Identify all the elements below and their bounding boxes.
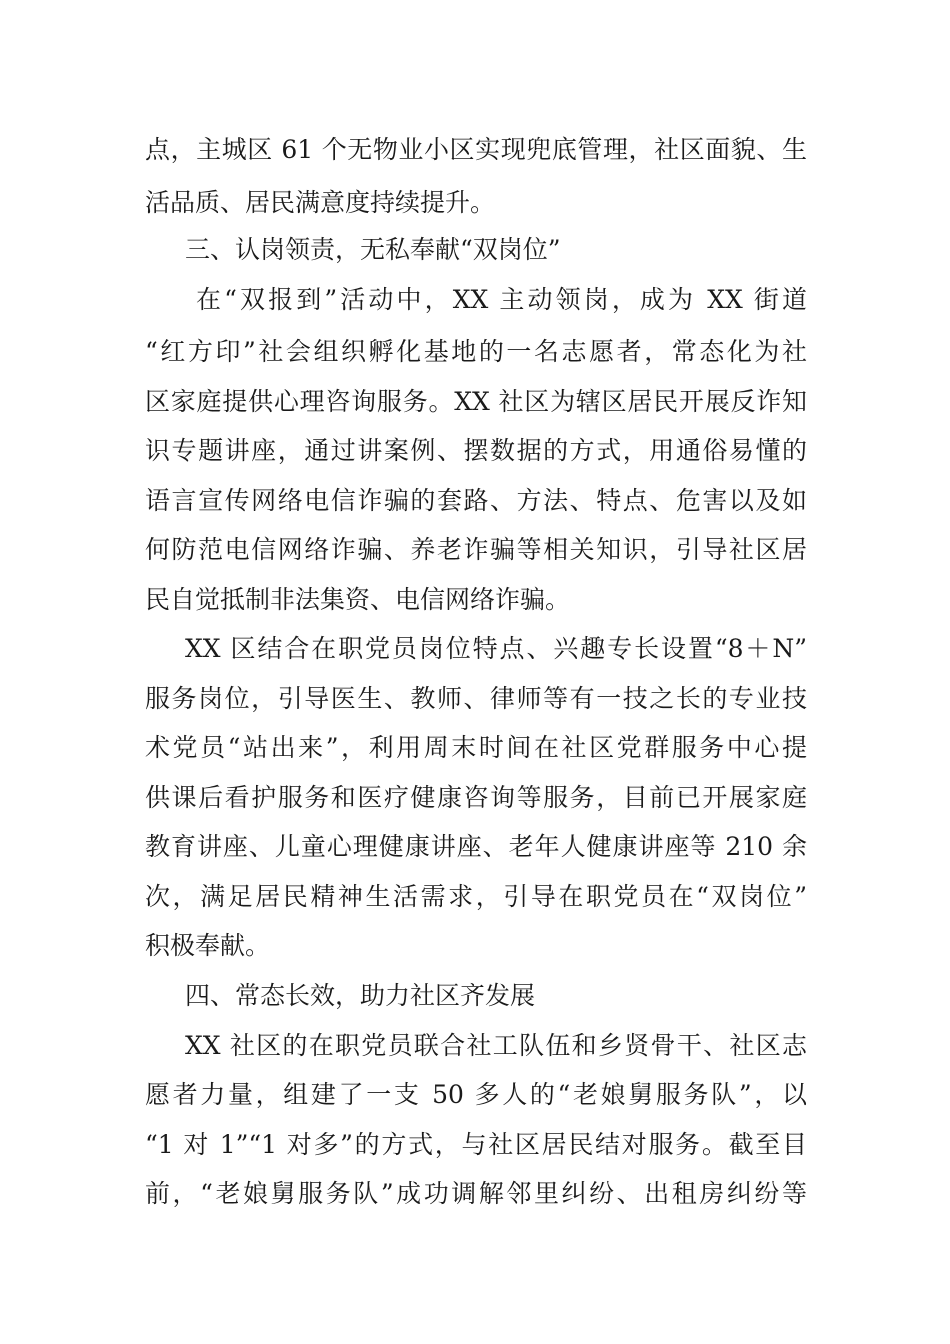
text-line: 教育讲座、儿童心理健康讲座、老年人健康讲座等 210 余 (145, 832, 807, 861)
text-line: 术党员“站出来”，利用周末时间在社区党群服务中心提 (145, 733, 807, 762)
text-line: 前，“老娘舅服务队”成功调解邻里纠纷、出租房纠纷等 (145, 1179, 807, 1208)
text-line: 在“双报到”活动中，XX 主动领岗，成为 XX 街道 (196, 285, 807, 314)
text-line: “红方印”社会组织孵化基地的一名志愿者，常态化为社 (145, 337, 807, 366)
text-line: 何防范电信网络诈骗、养老诈骗等相关知识，引导社区居 (145, 535, 807, 564)
text-line: 积极奉献。 (145, 931, 271, 960)
text-line: 服务岗位，引导医生、教师、律师等有一技之长的专业技 (145, 684, 807, 713)
section-heading: 四、常态长效，助力社区齐发展 (185, 981, 536, 1010)
text-line: 点，主城区 61 个无物业小区实现兜底管理，社区面貌、生 (145, 135, 807, 164)
text-line: 民自觉抵制非法集资、电信网络诈骗。 (145, 585, 571, 614)
text-line: 愿者力量，组建了一支 50 多人的“老娘舅服务队”，以 (145, 1080, 807, 1109)
text-line: XX 区结合在职党员岗位特点、兴趣专长设置“8＋N” (185, 634, 807, 663)
text-line: 识专题讲座，通过讲案例、摆数据的方式，用通俗易懂的 (145, 436, 807, 465)
text-line: 语言宣传网络电信诈骗的套路、方法、特点、危害以及如 (145, 486, 807, 515)
text-line: 活品质、居民满意度持续提升。 (145, 188, 496, 217)
text-line: 区家庭提供心理咨询服务。XX 社区为辖区居民开展反诈知 (145, 387, 807, 416)
text-line: 供课后看护服务和医疗健康咨询等服务，目前已开展家庭 (145, 783, 807, 812)
text-line: 次，满足居民精神生活需求，引导在职党员在“双岗位” (145, 882, 807, 911)
text-line: XX 社区的在职党员联合社工队伍和乡贤骨干、社区志 (185, 1031, 807, 1060)
text-line: “1 对 1”“1 对多”的方式，与社区居民结对服务。截至目 (145, 1130, 807, 1159)
section-heading: 三、认岗领责，无私奉献“双岗位” (185, 235, 561, 264)
